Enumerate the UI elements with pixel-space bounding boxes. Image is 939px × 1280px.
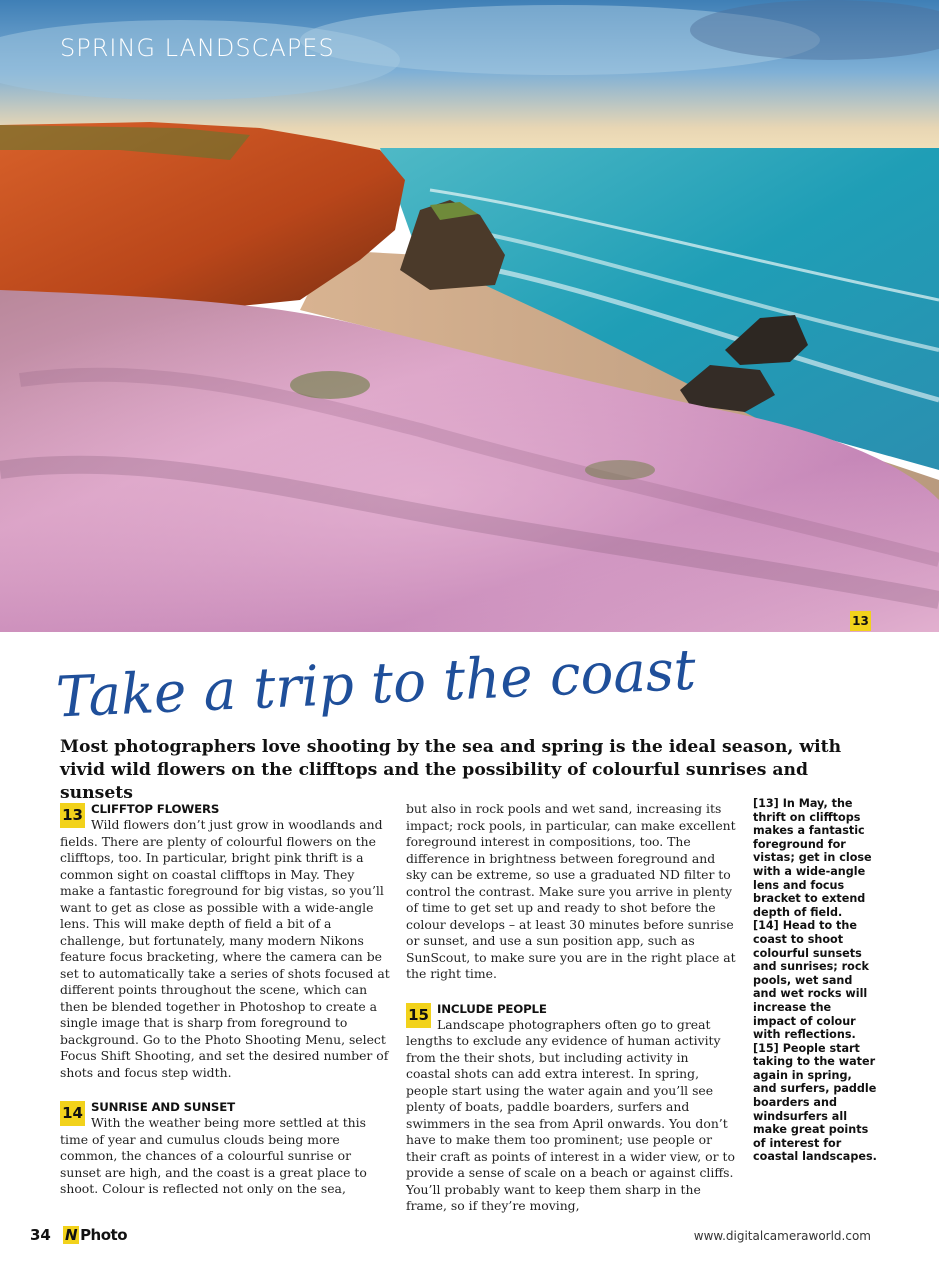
caption-15: [15] People start taking to the water again in spring, and surfers, paddle boarders and windsurfers all make great points of interest for coastal landscapes.: [753, 1041, 877, 1164]
tip-body: With the weather being more settled at this time of year and cumulus clouds being more common, the chances of a colourful sunrise or sunset are high, and the coast is a great place to shoot. Colour is reflected not only on the sea,: [60, 1115, 367, 1196]
tip-body: Landscape photographers often go to great lengths to exclude any evidence of human activity from the their shots, but including activity in coastal shots can add extra interest. In spring, people start using the water again and you’ll see plenty of boats, paddle boarders, surfers and swimmers in the sea from April onwards. You don’t have to make them too prominent; use people or their craft as points of interest in a wider view, or to provide a sense of scale on a beach or against cliffs. You’ll probably want to keep them sharp in the frame, so if they’re moving,: [406, 1016, 735, 1213]
page-number: 34: [30, 1226, 51, 1244]
tip-title: SUNRISE AND SUNSET: [91, 1100, 235, 1114]
tip-title: INCLUDE PEOPLE: [437, 1001, 547, 1016]
hero-photo: [0, 0, 939, 632]
tip-13: [60, 801, 390, 1081]
column-2: [406, 801, 736, 1233]
headline: [50, 640, 730, 730]
website-url[interactable]: www.digitalcameraworld.com: [693, 1229, 871, 1243]
logo-n-mark: N: [65, 1226, 78, 1244]
caption-14: [14] Head to the coast to shoot colourful sunsets and sunrises; rock pools, wet sand and wet rocks will increase the impact of colour with reflections.: [753, 919, 869, 1042]
logo-text: Photo: [80, 1226, 128, 1244]
photo-number-badge: 13: [850, 611, 871, 631]
captions-column: [753, 797, 878, 1164]
magazine-logo: [63, 1226, 127, 1244]
tip-number-badge: 13: [60, 803, 85, 828]
section-label: SPRING LANDSCAPES: [60, 34, 335, 62]
coastal-landscape-image: [0, 0, 939, 632]
tip-14: [60, 1099, 390, 1198]
headline-script: [50, 640, 730, 730]
caption-13: [13] In May, the thrift on clifftops makes a fantastic foreground for vistas; get in close with a wide-angle lens and focus bracket to extend depth of field.: [753, 797, 872, 919]
tip-15: [406, 1001, 736, 1215]
standfirst: Most photographers love shooting by the sea and spring is the ideal season, with vivid wild flowers on the clifftops and the possibility of colourful sunrises and sunsets: [60, 737, 842, 803]
tip-14-continued: [406, 801, 736, 983]
tip-title: CLIFFTOP FLOWERS: [91, 802, 220, 816]
column-1: [60, 801, 390, 1216]
tip-number-badge: 14: [60, 1101, 85, 1126]
tip-number-badge: 15: [406, 1003, 431, 1028]
tip-body: Wild flowers don’t just grow in woodlands and fields. There are plenty of colourful flowers on the clifftops, too. In particular, bright pink thrift is a common sight on coastal clifftops in May. They make a fantastic foreground for big vistas, so you’ll want to get as close as possible with a wide-angle lens. This will make depth of field a bit of a challenge, but fortunately, many modern Nikons feature focus bracketing, where the camera can be set to automatically take a series of shots focused at different points throughout the scene, which can then be blended together in Photoshop to create a single image that is sharp from foreground to background. Go to the Photo Shooting Menu, select Focus Shift Shooting, and set the desired number of shots and focus step width.: [60, 817, 390, 1080]
headline-text: Take a trip to the coast: [54, 640, 714, 730]
tip-body: but also in rock pools and wet sand, increasing its impact; rock pools, in particular, can make excellent foreground interest in compositions, too. The difference in brightness between foreground and sky can be extreme, so use a graduated ND filter to control the contrast. Make sure you arrive in plenty of time to get set up and ready to shot before the colour develops – at least 30 minutes before sunrise or sunset, and use a sun position app, such as SunScout, to make sure you are in the right place at the right time.: [406, 801, 736, 981]
